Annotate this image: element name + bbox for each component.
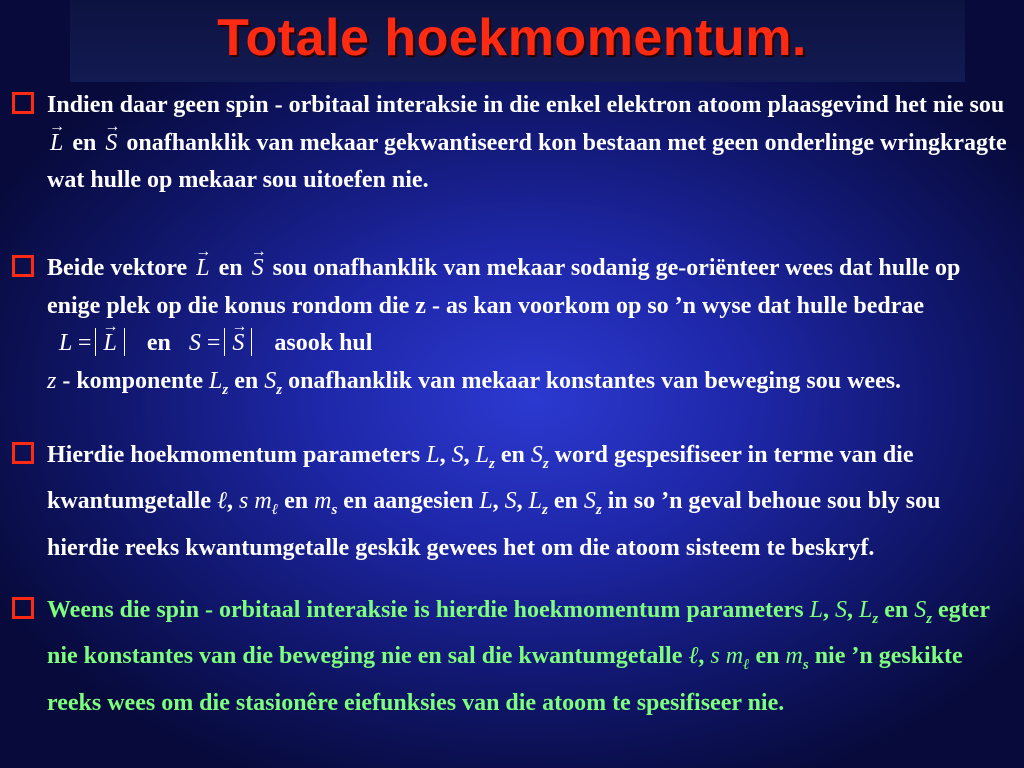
equation-s-magnitude: S =→ S: [189, 325, 257, 363]
vector-s: → S: [249, 250, 267, 288]
vector-s: → S: [102, 125, 120, 163]
bullet-1-marker: [12, 92, 34, 114]
bullet-4-text: Weens die spin - orbitaal interaksie is hierdie hoekmomentum parameters L, S, $L_z$ en $S_z$ egter nie konstantes van die beweging nie en sal die kwantumgetalle ℓ, s $m_\ell$ en $m_s$ nie ’n geskikte reeks wees om die stasionêre eiefunksies van die atoom te spesifiseer nie.: [47, 597, 990, 716]
slide-title: Totale hoekmomentum.: [217, 9, 807, 67]
equation-l-magnitude: L =→ L: [59, 325, 129, 363]
bullet-3-text: Hierdie hoekmomentum parameters L, S, $L_z$ en $S_z$ word gespesifiseer in terme van die kwantumgetalle ℓ, s $m_\ell$ en $m_s$ en aangesien L, S, $L_z$ en $S_z$ in so ’n geval behoue sou bly sou hierdie reeks kwantumgetalle geskik gewees het om die atoom sisteem te beskryf.: [47, 442, 941, 561]
bullet-3-marker: [12, 442, 34, 464]
vector-l: → L: [47, 125, 66, 163]
bullet-2-marker: [12, 255, 34, 277]
bullet-4-marker: [12, 597, 34, 619]
bullet-1-text: Indien daar geen spin - orbitaal interaksie in die enkel elektron atoom plaasgevind het nie sou → L en → S onafhanklik van mekaar gekwantiseerd kon bestaan met geen onderlinge wringkragte wat hulle op mekaar sou uitoefen nie.: [47, 87, 1017, 200]
vector-l: → L: [193, 250, 212, 288]
bullet-2-text: Beide vektore → L en → S sou onafhanklik van mekaar sodanig ge-oriënteer wees dat hulle op enige plek op die konus rondom die z - as kan voorkom op so ’n wyse dat hulle bedrae L =→ L en S =→ S asook hul z - komponente $L_z$ en $S_z$ onafhanklik van mekaar konstantes van beweging sou wees.: [47, 250, 1017, 409]
